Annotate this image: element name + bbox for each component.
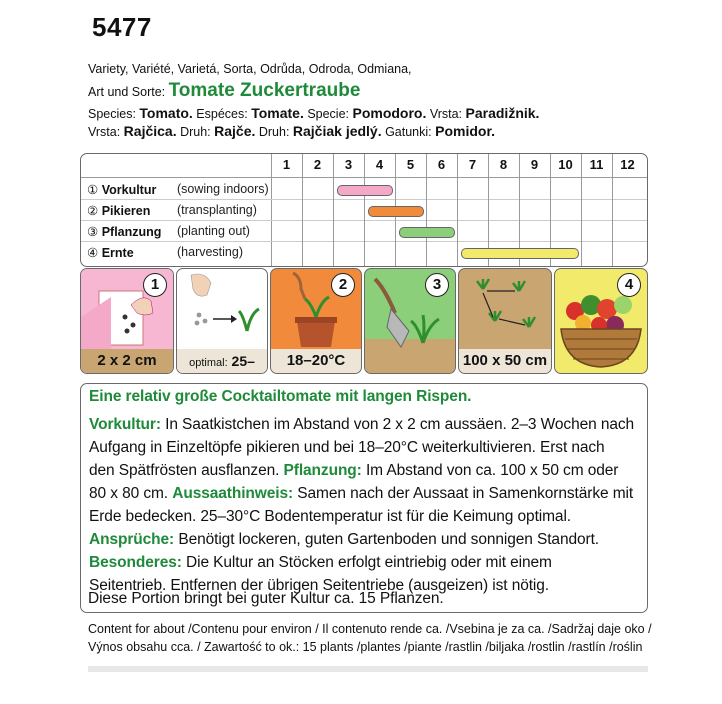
species-label: Vrsta:	[88, 125, 124, 139]
month-gridline	[457, 154, 458, 266]
species-label: Specie:	[303, 107, 353, 121]
step-name: Ernte	[101, 246, 134, 260]
month-label: 3	[344, 157, 353, 172]
section-key: Ansprüche:	[89, 531, 175, 548]
panel-germination	[176, 268, 268, 374]
month-label: 7	[468, 157, 477, 172]
content-line-1: Content for about /Contenu pour environ / Il contenuto rende ca. /Vsebina je za ca. /Sadržaj daje oko /	[88, 622, 652, 636]
section-text: den Spätfrösten ausflanzen.	[89, 462, 284, 479]
step-badge: 1	[143, 273, 167, 297]
species-value: Pomodoro.	[352, 105, 427, 121]
species-label: Species:	[88, 107, 140, 121]
month-label: 2	[313, 157, 322, 172]
caption-prefix: optimal:	[189, 357, 228, 369]
month-label: 11	[589, 157, 604, 172]
month-gridline	[302, 154, 303, 266]
period-bar-pikieren	[368, 206, 424, 217]
species-line-1	[88, 105, 539, 121]
step-name: Vorkultur	[101, 183, 157, 197]
cropped-text-line	[88, 666, 648, 672]
species-value: Tomato.	[139, 105, 193, 121]
species-value: Rajčiak jedlý.	[292, 123, 382, 139]
sowing-calendar	[80, 153, 648, 267]
section-text: Im Abstand von ca. 100 x 50 cm oder	[361, 462, 619, 479]
panel-caption	[177, 349, 267, 373]
section-key: Pflanzung:	[283, 462, 362, 479]
month-label: 9	[530, 157, 539, 172]
step-name: Pflanzung	[101, 225, 162, 239]
species-label: Vrsta:	[426, 107, 466, 121]
step-desc: (sowing indoors)	[177, 182, 269, 196]
description-line	[89, 531, 599, 549]
step-badge: 3	[425, 273, 449, 297]
species-value: Pomidor.	[435, 123, 496, 139]
panel-spacing	[458, 268, 552, 374]
section-text: In Saatkistchen im Abstand von 2 x 2 cm aussäen. 2–3 Wochen nach	[160, 416, 635, 433]
step-number: ④	[87, 246, 99, 260]
content-line-2: Výnos obsahu cca. / Zawartość to ok.: 15 plants /plantes /piante /rastlin /biljaka /rostlin /rastlín /roślin	[88, 640, 643, 654]
step-badge: 2	[331, 273, 355, 297]
description-line	[89, 485, 633, 503]
month-gridline	[364, 154, 365, 266]
month-label: 5	[406, 157, 415, 172]
species-label: Druh:	[176, 125, 215, 139]
description-box	[80, 383, 648, 613]
month-gridline	[612, 154, 613, 266]
period-bar-vorkultur	[337, 185, 393, 196]
description-line	[89, 416, 634, 434]
step-badge: 4	[617, 273, 641, 297]
panel-planting	[364, 268, 456, 374]
month-label: 8	[499, 157, 508, 172]
product-code: 5477	[92, 12, 152, 42]
month-label: 10	[558, 157, 573, 172]
species-value: Rajče.	[214, 123, 256, 139]
species-value: Rajčica.	[123, 123, 177, 139]
description-line: Seitentrieb. Entfernen der übrigen Seitentriebe (ausgeizen) ist nötig.	[89, 577, 550, 594]
description-line	[89, 554, 552, 572]
description-line: Erde bedecken. 25–30°C Bodentemperatur ist für die Keimung optimal.	[89, 508, 572, 525]
step-number: ③	[87, 225, 99, 239]
panel-caption: 100 x 50 cm	[459, 349, 551, 373]
description-line-portion: Diese Portion bringt bei guter Kultur ca. 15 Pflanzen.	[88, 590, 444, 607]
variety-line: Variety, Variété, Varietá, Sorta, Odrůda, Odroda, Odmiana,	[88, 62, 412, 76]
germination-illustration	[177, 269, 267, 349]
panel-caption: 18–20°C	[271, 349, 361, 373]
species-label: Gatunki:	[381, 125, 436, 139]
month-label: 6	[437, 157, 446, 172]
month-gridline	[581, 154, 582, 266]
step-name: Pikieren	[101, 204, 151, 218]
section-text: Samen nach der Aussaat in Samenkornstärke mit	[293, 485, 634, 502]
species-line-2	[88, 123, 495, 139]
species-value: Paradižnik.	[465, 105, 540, 121]
species-value: Tomate.	[251, 105, 304, 121]
step-desc: (transplanting)	[177, 203, 257, 217]
section-text: Benötigt lockeren, guten Gartenboden und sonnigen Standort.	[174, 531, 599, 548]
section-text: 80 x 80 cm.	[89, 485, 173, 502]
description-line: Aufgang in Einzeltöpfe pikieren und bei 18–20°C weiterkultivieren. Erst nach	[89, 439, 605, 456]
caption-value: 25–	[231, 353, 255, 369]
step-desc: (planting out)	[177, 224, 250, 238]
description-line	[89, 462, 618, 480]
month-label: 1	[282, 157, 291, 172]
month-label: 4	[375, 157, 384, 172]
step-desc: (harvesting)	[177, 245, 243, 259]
month-label: 12	[620, 157, 635, 172]
step-number: ②	[87, 204, 99, 218]
species-label: Espéces:	[192, 107, 252, 121]
art-label: Art und Sorte:	[88, 85, 166, 99]
period-bar-ernte	[461, 248, 579, 259]
period-bar-pflanzung	[399, 227, 455, 238]
step-number: ①	[87, 183, 99, 197]
month-gridline	[426, 154, 427, 266]
art-line	[88, 80, 360, 102]
section-key: Besonderes:	[89, 554, 182, 571]
month-gridline	[333, 154, 334, 266]
panel-transplant	[270, 268, 362, 374]
panel-harvest	[554, 268, 648, 374]
species-label: Druh:	[255, 125, 293, 139]
section-text: Die Kultur an Stöcken erfolgt eintriebig oder mit einem	[181, 554, 552, 571]
section-key: Vorkultur:	[89, 416, 161, 433]
panel-caption: 2 x 2 cm	[81, 349, 173, 373]
variety-name: Tomate Zuckertraube	[168, 80, 361, 101]
description-headline: Eine relativ große Cocktailtomate mit langen Rispen.	[89, 388, 472, 405]
section-key: Aussaathinweis:	[172, 485, 294, 502]
spacing-illustration	[459, 269, 551, 349]
panel-sowing	[80, 268, 174, 374]
